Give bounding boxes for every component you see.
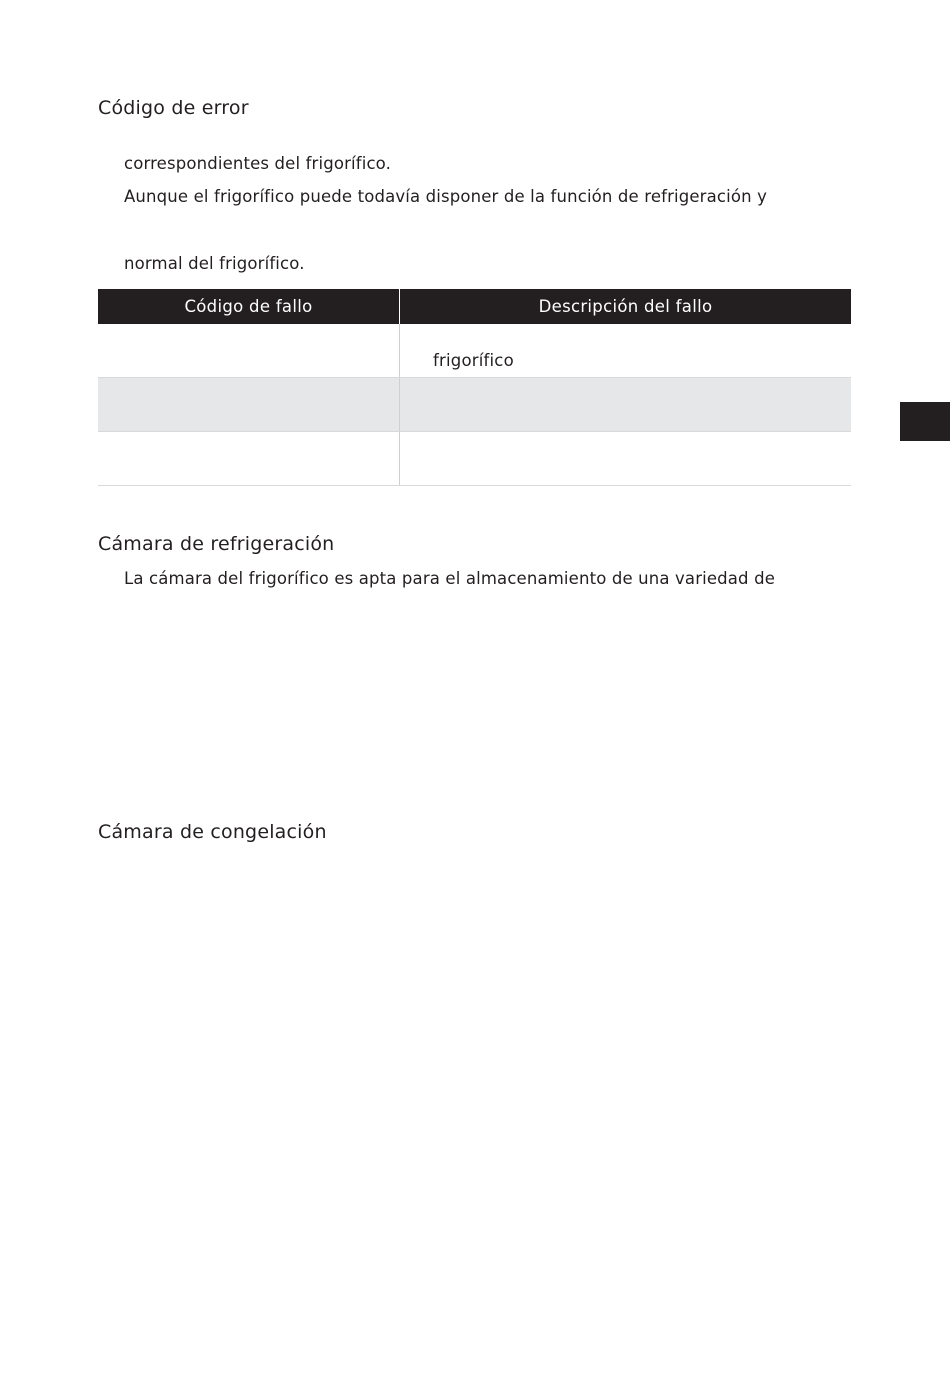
paragraph-line: Aunque el frigorífico puede todavía disponer de la función de refrigeración y [124,187,767,206]
fault-description-text [400,478,851,485]
fault-code-table [98,289,851,486]
fault-description-text: frigorífico [433,351,514,370]
section-title-error-code: Código de error [98,97,249,119]
paragraph-line: La cámara del frigorífico es apta para el almacenamiento de una variedad de [124,569,775,588]
paragraph-line: normal del frigorífico. [124,254,305,273]
fault-code-cell [98,378,400,432]
fault-code-cell [98,324,400,378]
table-row [98,324,851,378]
section-title-refrigeration: Cámara de refrigeración [98,533,335,555]
table-row [98,432,851,486]
section-title-freezer: Cámara de congelación [98,821,327,843]
table-header-row [98,289,851,324]
fault-description-cell [400,378,852,432]
column-header-fault-code: Código de fallo [98,289,400,324]
fault-description-cell [400,324,852,378]
fault-description-cell [400,432,852,486]
column-header-fault-description: Descripción del fallo [400,289,852,324]
fault-description-text [400,424,851,431]
paragraph-line: correspondientes del frigorífico. [124,154,392,173]
fault-code-cell [98,432,400,486]
table-row [98,378,851,432]
chapter-tab-marker [900,402,950,441]
